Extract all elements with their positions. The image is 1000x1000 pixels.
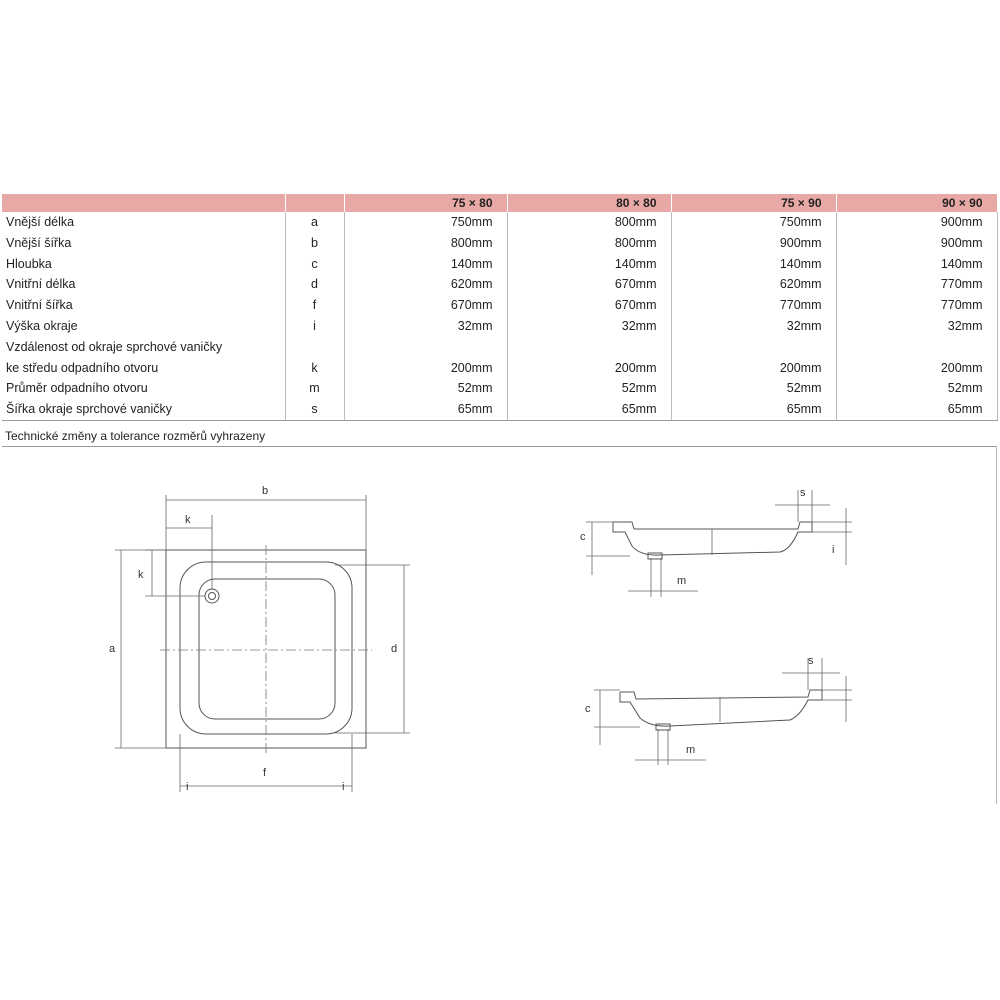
row-value: 900mm <box>836 233 997 254</box>
row-value <box>344 337 507 358</box>
header-size-80x80: 80 × 80 <box>507 194 671 212</box>
row-label: Vnitřní délka <box>2 274 285 295</box>
row-value: 52mm <box>507 378 671 399</box>
row-value: 800mm <box>344 233 507 254</box>
row-symbol: c <box>285 254 344 275</box>
dim-s-bottom-label: s <box>808 655 814 667</box>
row-value: 65mm <box>344 399 507 420</box>
row-value: 52mm <box>344 378 507 399</box>
row-label: Hloubka <box>2 254 285 275</box>
dim-m-top-label: m <box>677 575 687 587</box>
row-value: 200mm <box>344 358 507 379</box>
row-value: 200mm <box>671 358 836 379</box>
row-value: 52mm <box>836 378 997 399</box>
row-value: 32mm <box>507 316 671 337</box>
dim-s-top-label: s <box>800 487 806 499</box>
bowl-outline <box>180 562 352 734</box>
row-value: 200mm <box>507 358 671 379</box>
row-label: Vzdálenost od okraje sprchové vaničky <box>2 337 285 358</box>
header-size-75x90: 75 × 90 <box>671 194 836 212</box>
drain-fitting-bottom <box>656 724 670 730</box>
table-row <box>2 316 997 337</box>
drain-fitting-top <box>648 553 662 559</box>
dim-i-top-label: i <box>832 544 835 556</box>
row-value: 65mm <box>507 399 671 420</box>
row-value: 670mm <box>507 274 671 295</box>
tub-profile-bottom <box>620 690 822 726</box>
row-value <box>507 337 671 358</box>
row-value: 770mm <box>836 295 997 316</box>
row-label: Průměr odpadního otvoru <box>2 378 285 399</box>
dim-c-bottom-label: c <box>585 703 591 715</box>
row-value: 32mm <box>671 316 836 337</box>
row-label: Vnější délka <box>2 212 285 233</box>
disclaimer-note: Technické změny a tolerance rozměrů vyhrazeny <box>5 429 266 443</box>
row-value: 620mm <box>344 274 507 295</box>
row-symbol: k <box>285 358 344 379</box>
table-row <box>2 295 997 316</box>
row-value: 900mm <box>671 233 836 254</box>
drain-inner <box>209 593 216 600</box>
dim-m-bottom-label: m <box>686 744 696 756</box>
table-row <box>2 274 997 295</box>
row-symbol: b <box>285 233 344 254</box>
dim-a-label: a <box>109 643 116 655</box>
row-value: 800mm <box>507 233 671 254</box>
row-value: 32mm <box>836 316 997 337</box>
section-view-top <box>580 487 852 597</box>
row-label: Výška okraje <box>2 316 285 337</box>
section-divider <box>2 446 997 447</box>
row-value: 770mm <box>836 274 997 295</box>
row-value: 140mm <box>671 254 836 275</box>
header-size-75x80: 75 × 80 <box>344 194 507 212</box>
inner-floor-outline <box>199 579 335 719</box>
section-view-bottom <box>585 655 852 765</box>
table-row <box>2 212 997 233</box>
row-value: 900mm <box>836 212 997 233</box>
dim-f-label: f <box>263 767 267 779</box>
dim-b-label: b <box>262 485 269 497</box>
row-value: 620mm <box>671 274 836 295</box>
header-symbol <box>285 194 344 212</box>
tub-profile-top <box>613 522 812 555</box>
row-value: 200mm <box>836 358 997 379</box>
table-row <box>2 337 997 358</box>
outer-outline <box>166 550 366 748</box>
row-value <box>671 337 836 358</box>
dim-d-label: d <box>391 643 398 655</box>
frame-right-edge <box>996 446 997 804</box>
row-value: 770mm <box>671 295 836 316</box>
dim-i-right-label: i <box>342 781 345 793</box>
table-row <box>2 233 997 254</box>
row-value: 65mm <box>836 399 997 420</box>
row-value <box>836 337 997 358</box>
row-value: 670mm <box>507 295 671 316</box>
row-symbol: d <box>285 274 344 295</box>
table-row <box>2 399 997 420</box>
row-value: 750mm <box>671 212 836 233</box>
table-header-row <box>2 194 997 212</box>
dim-k-side-label: k <box>138 569 144 581</box>
dim-k-label: k <box>185 514 191 526</box>
row-label: Vnější šířka <box>2 233 285 254</box>
table-row <box>2 358 997 379</box>
plan-view <box>109 485 410 793</box>
row-symbol: i <box>285 316 344 337</box>
row-value: 670mm <box>344 295 507 316</box>
row-label: Vnitřní šířka <box>2 295 285 316</box>
drain-outer <box>205 589 219 603</box>
row-symbol: a <box>285 212 344 233</box>
row-value: 52mm <box>671 378 836 399</box>
header-size-90x90: 90 × 90 <box>836 194 997 212</box>
row-value: 65mm <box>671 399 836 420</box>
row-value: 140mm <box>507 254 671 275</box>
row-value: 750mm <box>344 212 507 233</box>
row-value: 140mm <box>836 254 997 275</box>
row-label: Šířka okraje sprchové vaničky <box>2 399 285 420</box>
table-row <box>2 254 997 275</box>
row-value: 800mm <box>507 212 671 233</box>
table-row <box>2 378 997 399</box>
dim-i-left-label: i <box>186 781 189 793</box>
row-symbol: f <box>285 295 344 316</box>
row-symbol <box>285 337 344 358</box>
row-label: ke středu odpadního otvoru <box>2 358 285 379</box>
row-value: 32mm <box>344 316 507 337</box>
row-value: 140mm <box>344 254 507 275</box>
dimensions-table <box>2 194 998 421</box>
row-symbol: m <box>285 378 344 399</box>
row-symbol: s <box>285 399 344 420</box>
header-label <box>2 194 285 212</box>
dim-c-top-label: c <box>580 531 586 543</box>
